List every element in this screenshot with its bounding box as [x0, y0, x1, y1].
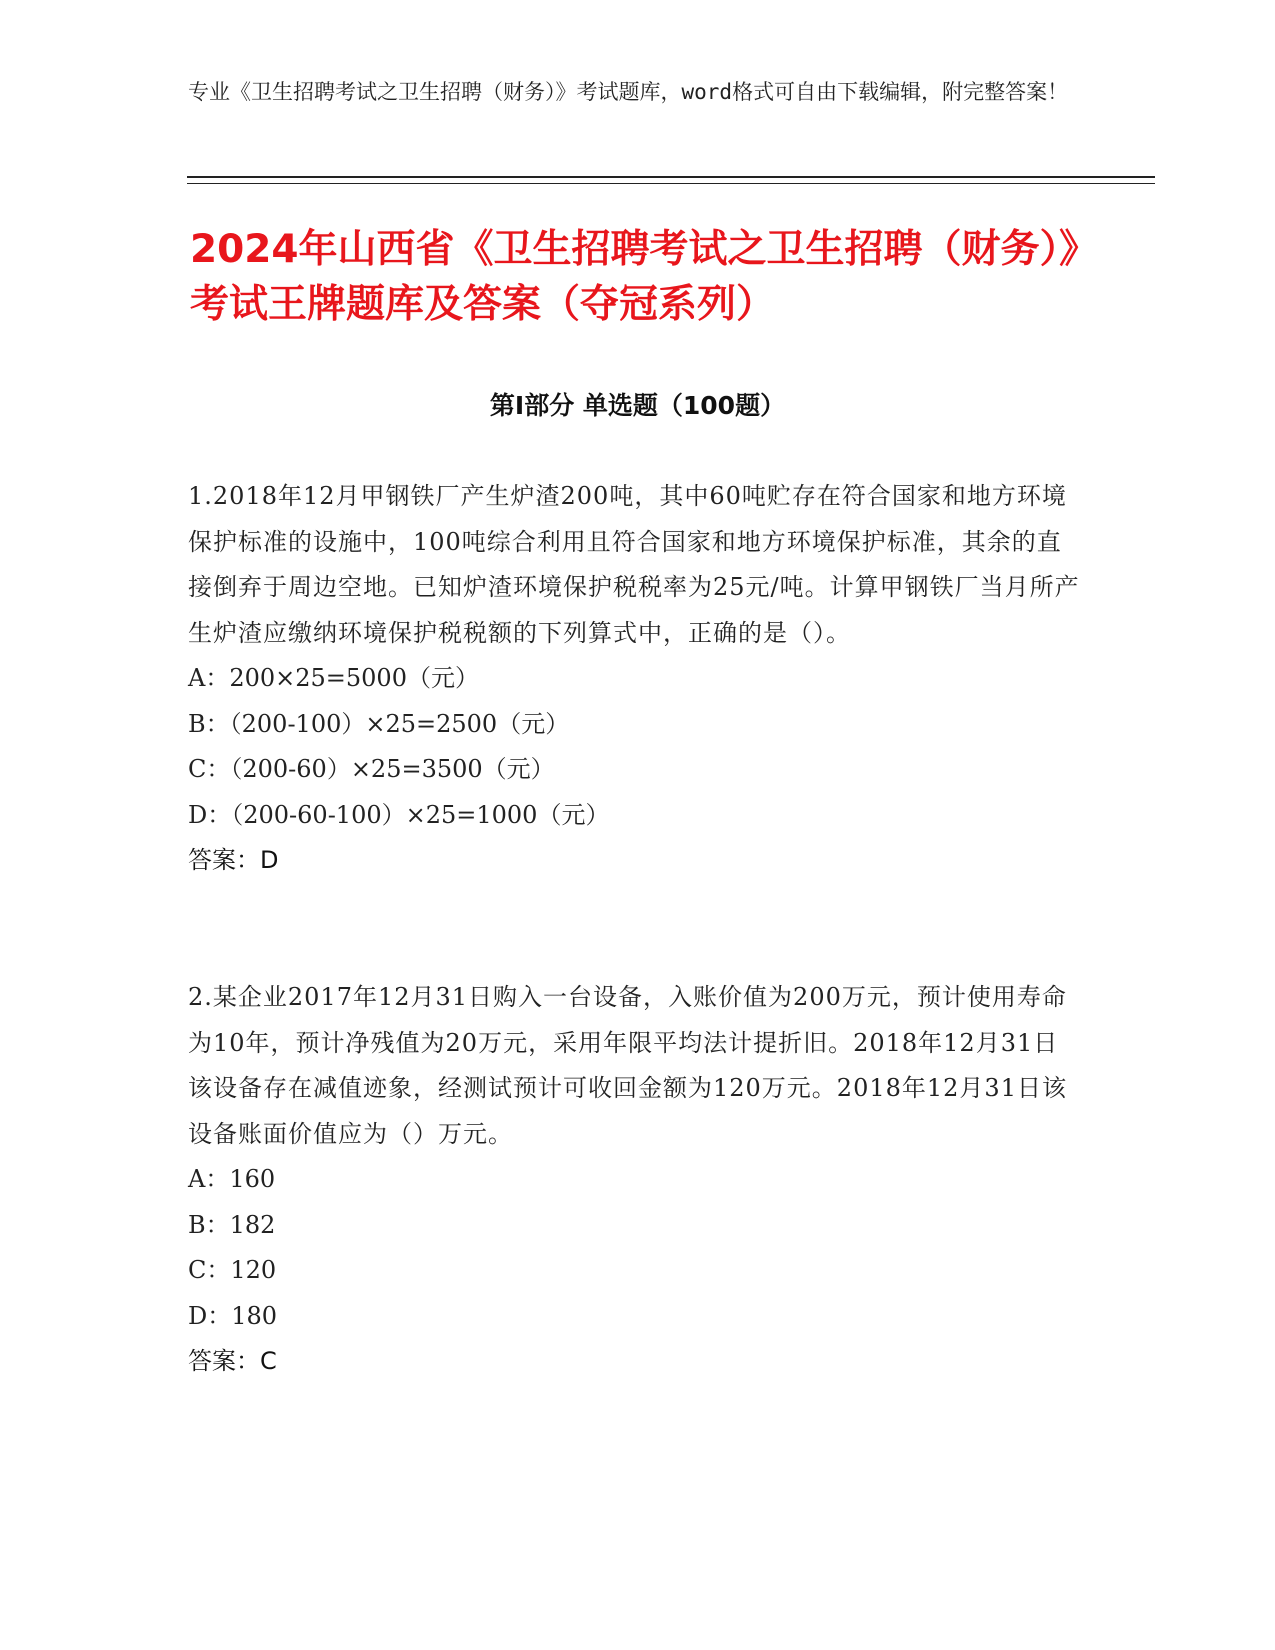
option-d: D：（200-60-100）×25=1000（元）: [188, 800, 610, 829]
answer: 答案：C: [188, 1347, 277, 1375]
option-d: D：180: [188, 1301, 278, 1330]
option-b: B：（200-100）×25=2500（元）: [188, 709, 570, 738]
option-c: C：（200-60）×25=3500（元）: [188, 755, 555, 783]
question-1: [188, 474, 1083, 884]
answer: 答案：D: [188, 846, 279, 874]
option-b: B：182: [188, 1210, 276, 1239]
question-2: [188, 975, 1083, 1385]
option-a: A：160: [188, 1165, 276, 1193]
header-note: 专业《卫生招聘考试之卫生招聘（财务）》考试题库，word格式可自由下载编辑，附完整答案！: [188, 80, 1069, 104]
option-a: A：200×25=5000（元）: [188, 664, 479, 692]
section-title: 第Ⅰ部分 单选题（100题）: [489, 391, 786, 420]
header-divider-thin: [187, 183, 1155, 184]
option-c: C：120: [188, 1256, 277, 1284]
document-title: 2024年山西省《卫生招聘考试之卫生招聘（财务）》考试王牌题库及答案（夺冠系列）: [190, 227, 1079, 327]
header-divider-thick: [187, 176, 1155, 178]
question-stem: 2.某企业2017年12月31日购入一台设备，入账价值为200万元，预计使用寿命为10年，预计净残值为20万元，采用年限平均法计提折旧。2018年12月31日该设备存在减值迹象，经测试预计可收回金额为120万元。2018年12月31日该设备账面价值应为（）万元。: [188, 983, 1067, 1148]
question-stem: 1.2018年12月甲钢铁厂产生炉渣200吨，其中60吨贮存在符合国家和地方环境保护标准的设施中，100吨综合利用且符合国家和地方环境保护标准，其余的直接倒弃于周边空地。已知炉渣环境保护税税率为25元/吨。计算甲钢铁厂当月所产生炉渣应缴纳环境保护税税额的下列算式中，正确的是（）。: [188, 482, 1080, 647]
